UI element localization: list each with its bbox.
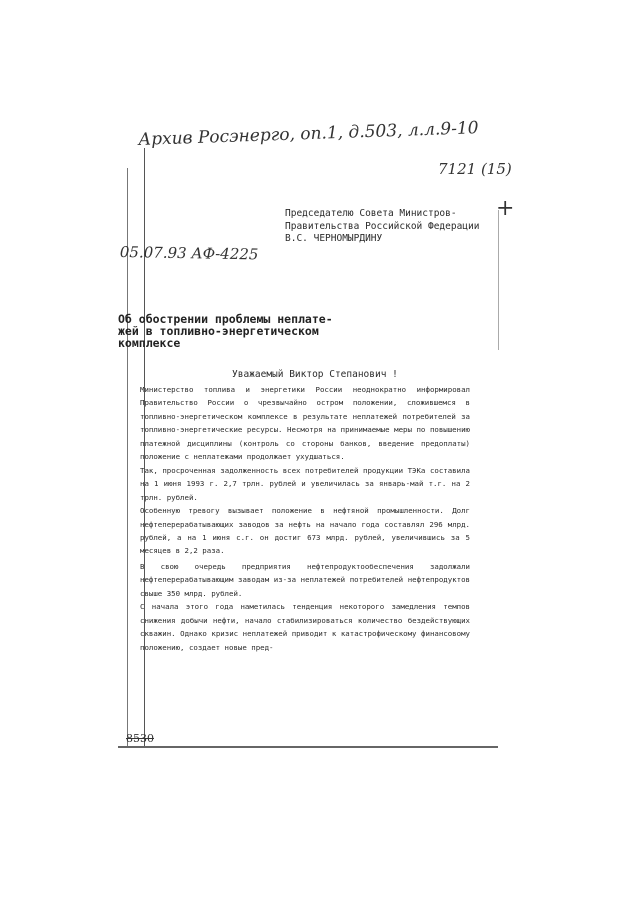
margin-mark: + — [496, 196, 515, 221]
subject-block — [118, 313, 333, 349]
salutation: Уважаемый Виктор Степанович ! — [232, 369, 398, 380]
addressee-name: В.С. ЧЕРНОМЫРДИНУ — [285, 233, 383, 244]
body-paragraph: В свою очередь предприятия нефтепродуктообеспечения задолжали нефтеперерабатывающим заводам из-за неплатежей потребителей нефтепродуктов свыше 350 млрд. рублей. — [140, 561, 470, 598]
body-paragraph: Особенную тревогу вызывает положение в нефтяной промышленности. Долг нефтеперерабатывающих заводов за нефть на начало года составлял 296 млрд. рублей, а на 1 июня с.г. он достиг 673 млрд. рублей, увеличившись за 5 месяцев в 2,2 раза. — [140, 506, 470, 556]
body-paragraph: Так, просроченная задолженность всех потребителей продукции ТЭКа составила на 1 июня 1993 г. 2,7 трлн. рублей и увеличилась за январь-май т.г. на 2 трлн. рублей. — [140, 465, 470, 502]
body-paragraph: С начала этого года наметилась тенденция некоторого замедления темпов снижения добычи нефти, начало стабилизироваться количество бездействующих скважин. Однако кризис неплатежей приводит к катастрофическому финансовому положению, создает новые пред- — [140, 602, 470, 652]
scan-edge-line — [498, 210, 499, 350]
addressee-line: Председателю Совета Министров- — [285, 208, 457, 219]
registration-date-note: 05.07.93 АФ-4225 — [119, 243, 259, 264]
scan-bottom-line — [118, 746, 498, 748]
addressee-line: Правительства Российской Федерации — [285, 220, 480, 232]
subject-line: Об обострении проблемы неплате- — [118, 312, 333, 326]
subject-line: комплексе — [118, 336, 181, 350]
archive-number-note: 7121 (15) — [438, 160, 512, 178]
letter-body — [140, 383, 470, 654]
addressee-block — [285, 208, 479, 246]
subject-line: жей в топливно-энергетическом — [118, 324, 319, 338]
body-paragraph: Министерство топлива и энергетики России неоднократно информировал Правительство России о чрезвычайно остром положении, сложившемся в топливно-энергетическом комплексе в результате неплатежей потребителей за топливно-энергетические ресурсы. Несмотря на принимаемые меры по повышению платежной дисциплины (контроль со стороны банков, введение предоплаты) положение с неплатежами продолжает ухудшаться. — [140, 385, 470, 462]
archive-reference-note: Архив Росэнерго, оп.1, д.503, л.л.9-10 — [138, 118, 479, 150]
page-number: 8530 — [126, 732, 154, 745]
